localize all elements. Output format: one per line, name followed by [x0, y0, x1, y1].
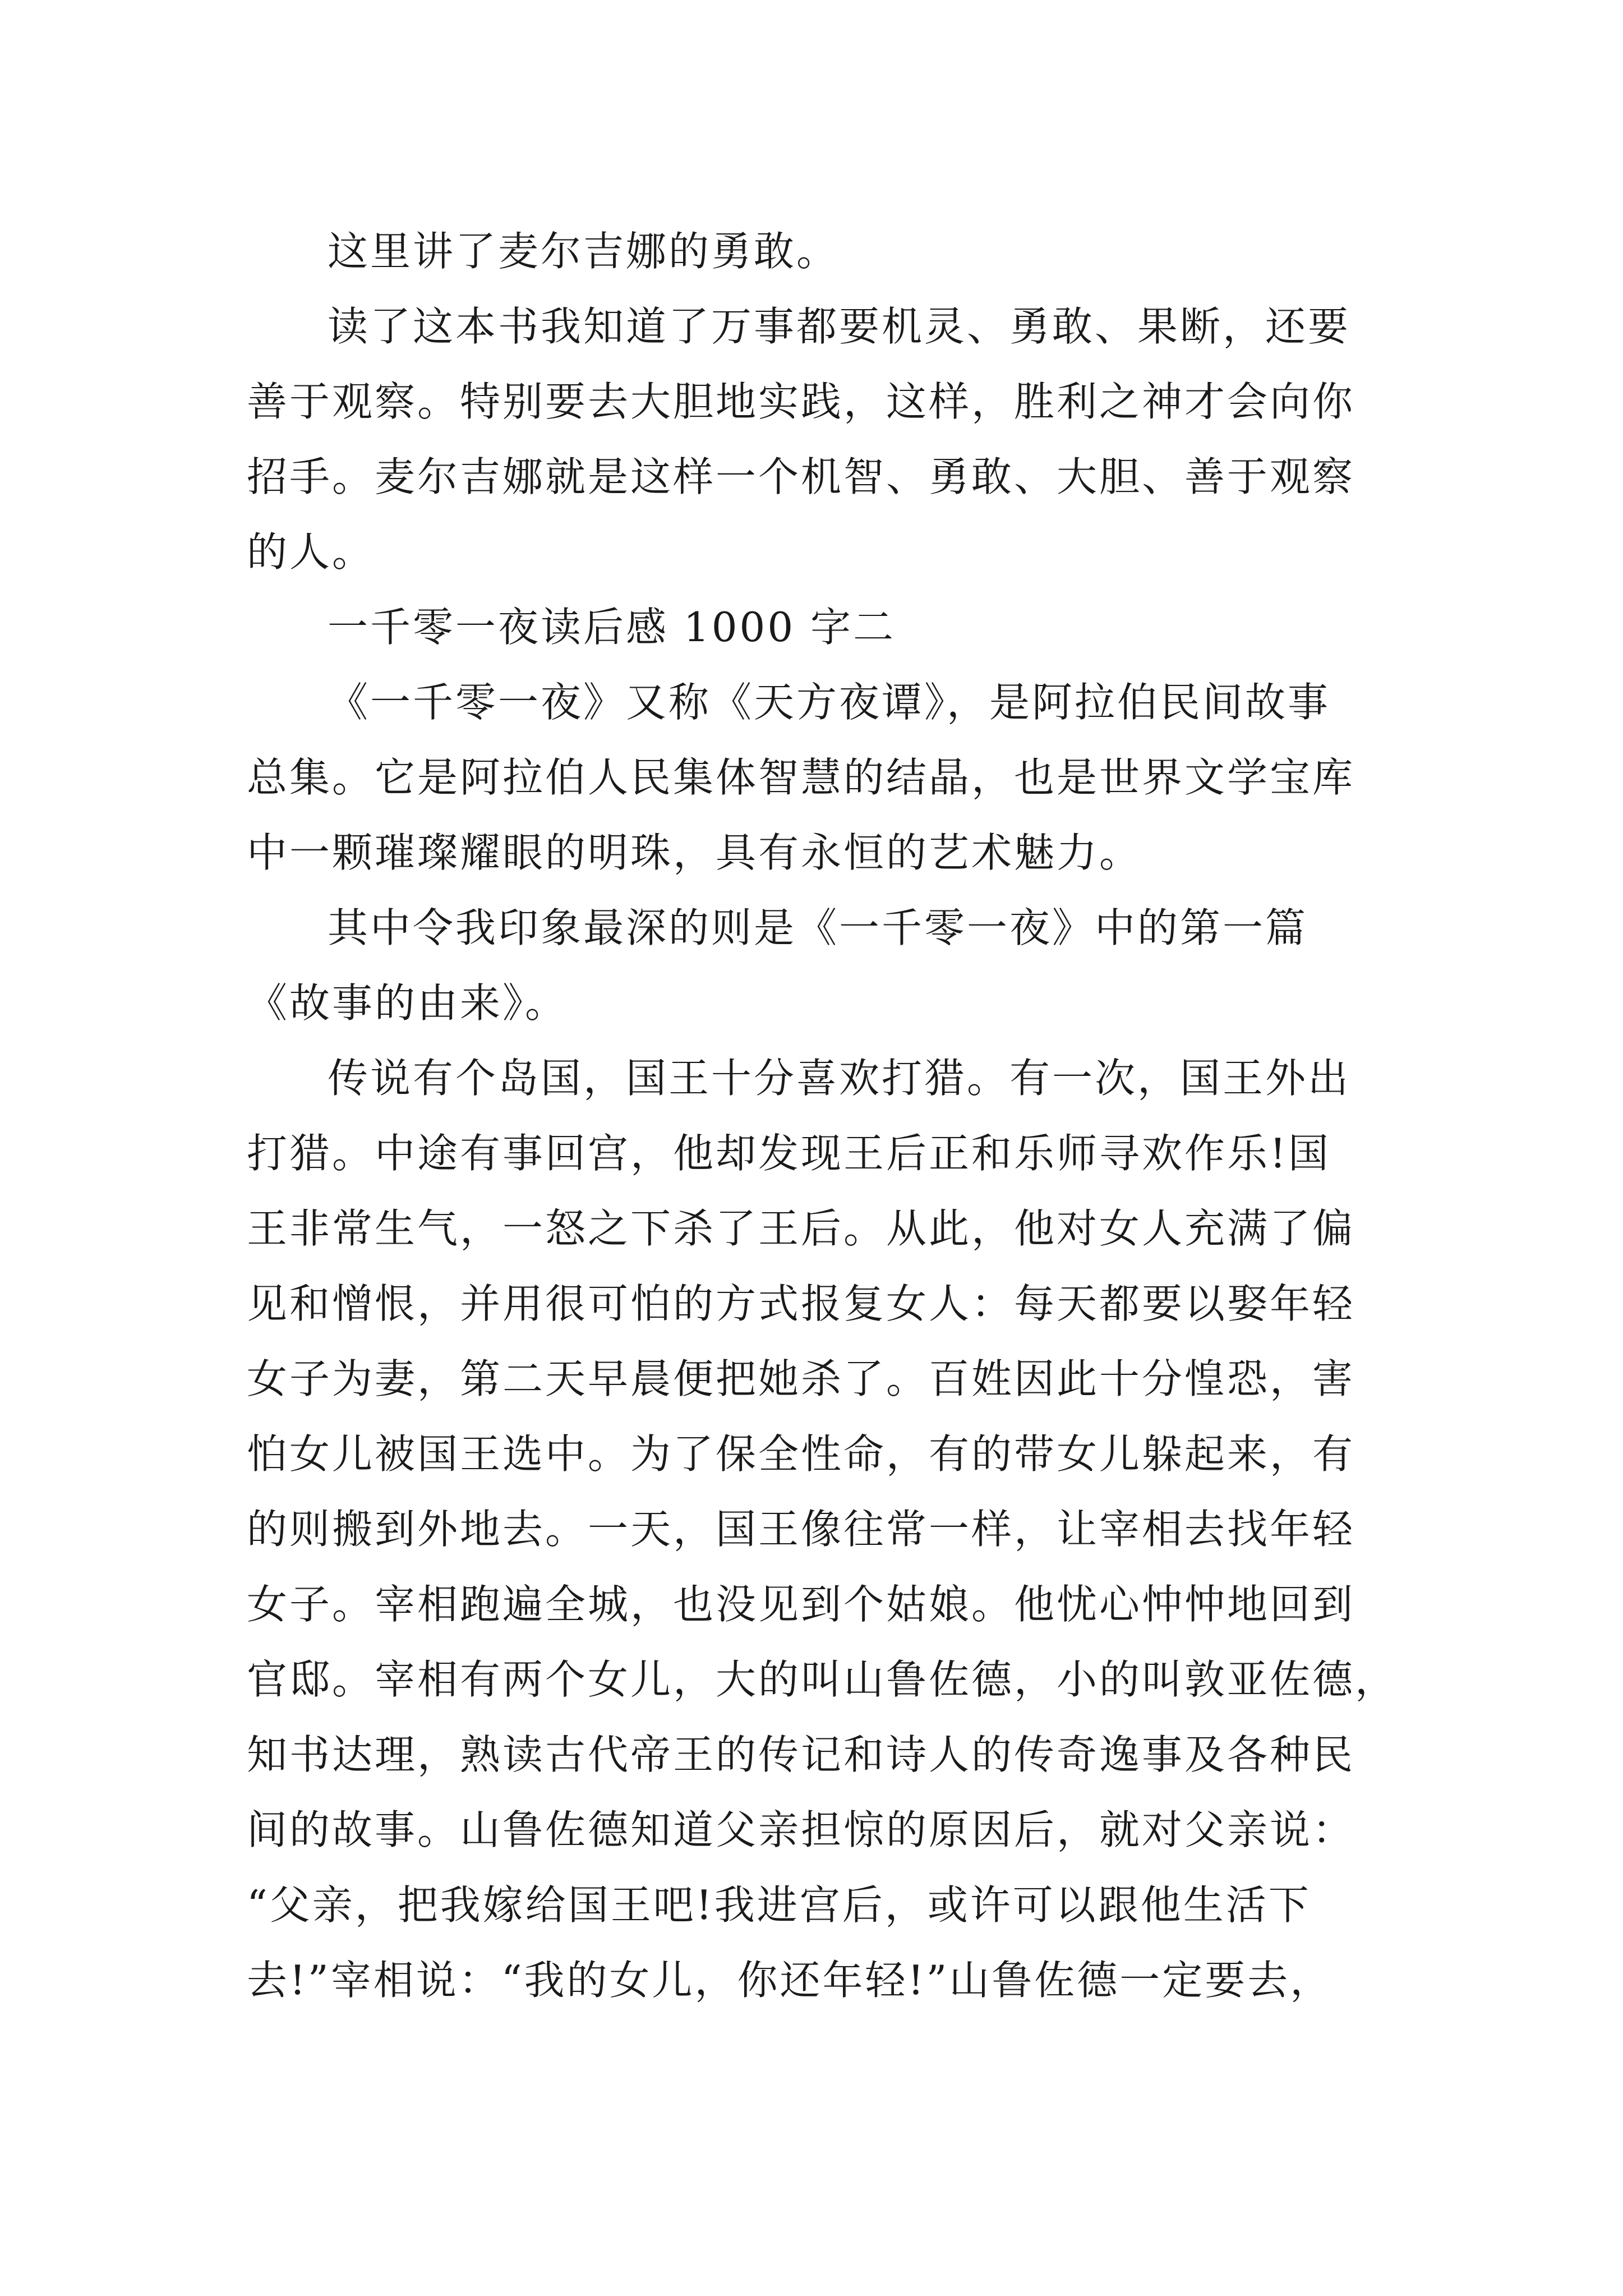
paragraph-line: 传说有个岛国，国王十分喜欢打猎。有一次，国王外出 — [328, 1055, 1351, 1102]
section-heading: 一千零一夜读后感 1000 字二 — [328, 604, 896, 651]
paragraph-line: 总集。它是阿拉伯人民集体智慧的结晶，也是世界文学宝库 — [247, 754, 1355, 801]
paragraph-line: 去!”宰相说：“我的女儿，你还年轻!”山鲁佐德一定要去， — [247, 1957, 1333, 2004]
paragraph-line: 善于观察。特别要去大胆地实践，这样，胜利之神才会向你 — [247, 378, 1355, 425]
paragraph-line: 见和憎恨，并用很可怕的方式报复女人：每天都要以娶年轻 — [247, 1280, 1355, 1327]
paragraph-line: 知书达理，熟读古代帝王的传记和诗人的传奇逸事及各种民 — [247, 1731, 1355, 1778]
paragraph-line: 这里讲了麦尔吉娜的勇敢。 — [328, 228, 840, 275]
paragraph-line: 间的故事。山鲁佐德知道父亲担惊的原因后，就对父亲说： — [247, 1806, 1355, 1853]
paragraph-line: 打猎。中途有事回宫，他却发现王后正和乐师寻欢作乐!国 — [247, 1130, 1331, 1177]
paragraph-line: “父亲，把我嫁给国王吧!我进宫后，或许可以跟他生活下 — [247, 1881, 1311, 1929]
paragraph-line: 王非常生气，一怒之下杀了王后。从此，他对女人充满了偏 — [247, 1205, 1355, 1252]
paragraph-line: 女子为妻，第二天早晨便把她杀了。百姓因此十分惶恐，害 — [247, 1355, 1355, 1402]
paragraph-line: 的则搬到外地去。一天，国王像往常一样，让宰相去找年轻 — [247, 1506, 1355, 1553]
paragraph-line: 官邸。宰相有两个女儿，大的叫山鲁佐德，小的叫敦亚佐德， — [247, 1656, 1398, 1703]
paragraph-line: 《一千零一夜》又称《天方夜谭》，是阿拉伯民间故事 — [328, 679, 1331, 726]
paragraph-line: 招手。麦尔吉娜就是这样一个机智、勇敢、大胆、善于观察 — [247, 453, 1355, 500]
paragraph-line: 怕女儿被国王选中。为了保全性命，有的带女儿躲起来，有 — [247, 1430, 1355, 1478]
paragraph-line: 女子。宰相跑遍全城，也没见到个姑娘。他忧心忡忡地回到 — [247, 1581, 1355, 1628]
paragraph-line: 的人。 — [247, 528, 375, 576]
paragraph-line: 《故事的由来》。 — [247, 979, 568, 1027]
paragraph-line: 中一颗璀璨耀眼的明珠，具有永恒的艺术魅力。 — [247, 829, 1142, 876]
paragraph-line: 读了这本书我知道了万事都要机灵、勇敢、果断，还要 — [328, 303, 1351, 350]
paragraph-line: 其中令我印象最深的则是《一千零一夜》中的第一篇 — [328, 904, 1308, 951]
